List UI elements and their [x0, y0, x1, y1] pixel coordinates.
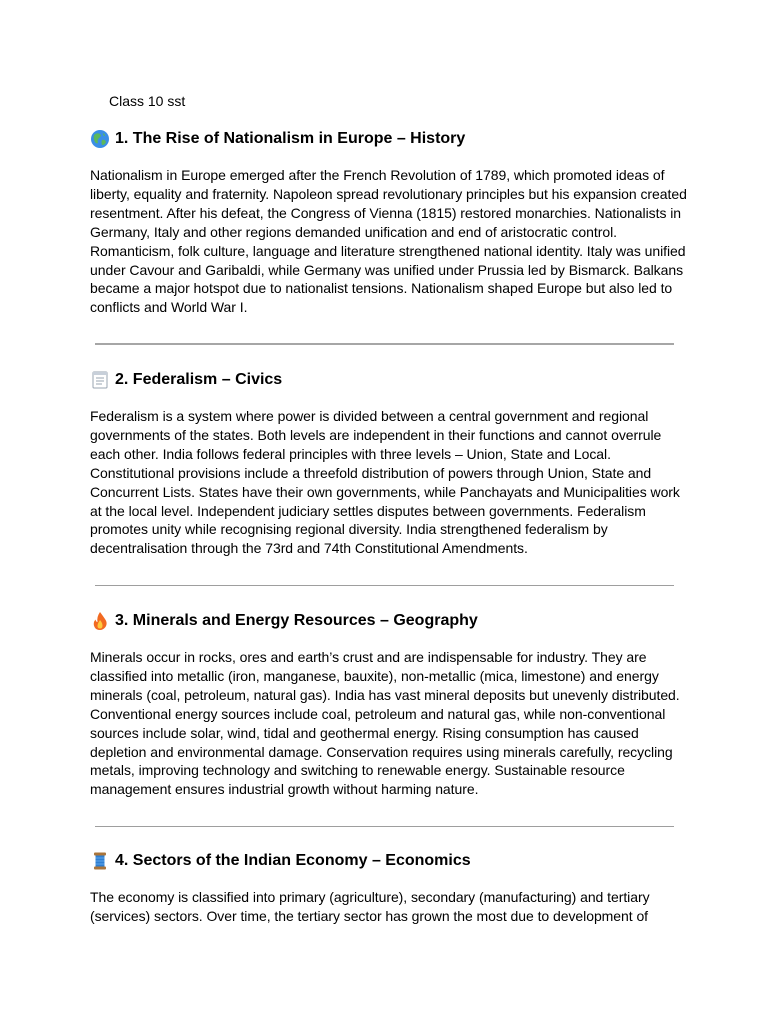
document-icon — [90, 370, 110, 390]
globe-icon — [90, 129, 110, 149]
document-label: Class 10 sst — [109, 93, 186, 109]
section-divider — [95, 826, 674, 827]
section-body: Minerals occur in rocks, ores and earth’s crust and are indispensable for industry. They are classified into metallic (iron, manganese, bauxite), non-metallic (mica, limestone) and energy minerals (coal, petroleum, natural gas). India has vast mineral deposits but unevenly distributed. Conventional energy sources include coal, petroleum and natural gas, while non-conventional sources include solar, wind, tidal and geothermal energy. Rising consumption has caused depletion and environmental damage. Conservation requires using minerals carefully, recycling metals, improving technology and switching to renewable energy. Sustainable resource management ensures industrial growth without harming nature. — [90, 649, 680, 798]
section-economy — [90, 850, 690, 926]
section-heading — [90, 610, 690, 632]
section-title: 2. Federalism – Civics — [115, 371, 283, 388]
section-body: Federalism is a system where power is divided between a central government and regional governments of the states. Both levels are independent in their functions and cannot overrule each other. India follows federal principles with three levels – Union, State and Local. Constitutional provisions include a threefold distribution of powers through Union, State and Concurrent Lists. States have their own governments, while Panchayats and Municipalities work at the local level. Independent judiciary settles disputes between governments. Federalism promotes unity while recognising regional diversity. India strengthened federalism by decentralisation through the 73rd and 74th Constitutional Amendments. — [90, 408, 680, 557]
section-heading — [90, 369, 690, 391]
section-title: 1. The Rise of Nationalism in Europe – History — [115, 130, 466, 147]
section-minerals — [90, 610, 690, 799]
section-heading — [90, 850, 690, 872]
thread-spool-icon — [90, 851, 110, 871]
section-body: The economy is classified into primary (agriculture), secondary (manufacturing) and tertiary (services) sectors. Over time, the tertiary sector has grown the most due to development of — [90, 889, 650, 924]
section-title: 3. Minerals and Energy Resources – Geography — [115, 612, 478, 629]
section-heading — [90, 128, 690, 150]
section-divider — [95, 585, 674, 586]
section-federalism — [90, 369, 690, 558]
section-divider — [95, 343, 674, 345]
fire-icon — [90, 611, 110, 631]
section-nationalism — [90, 128, 690, 317]
section-title: 4. Sectors of the Indian Economy – Economics — [115, 852, 471, 869]
section-body: Nationalism in Europe emerged after the French Revolution of 1789, which promoted ideas of liberty, equality and fraternity. Napoleon spread revolutionary principles but his expansion created resentment. After his defeat, the Congress of Vienna (1815) restored monarchies. Nationalists in Germany, Italy and other regions demanded unification and end of aristocratic control. Romanticism, folk culture, language and literature strengthened national identity. Italy was unified under Cavour and Garibaldi, while Germany was unified under Prussia led by Bismarck. Balkans became a major hotspot due to nationalist tensions. Nationalism shaped Europe but also led to conflicts and World War I. — [90, 167, 687, 316]
